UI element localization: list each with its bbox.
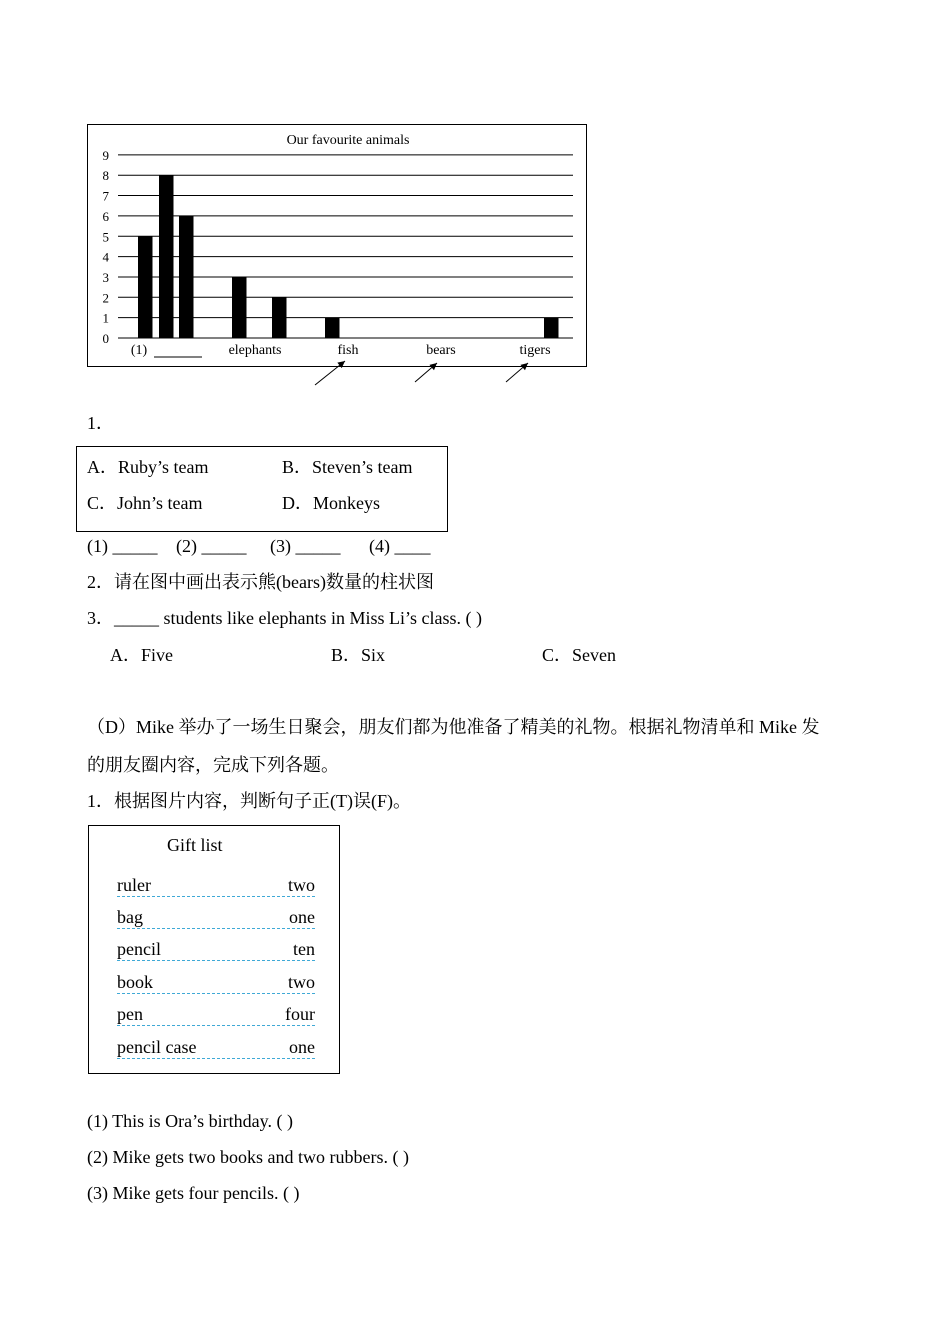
gift-qty: two	[288, 875, 315, 895]
gift-row	[117, 936, 315, 961]
y-tick-label: 8	[102, 168, 109, 184]
gift-row	[117, 1001, 315, 1026]
bar-chart	[87, 124, 587, 394]
bar	[232, 277, 247, 338]
y-tick-label: 4	[102, 249, 109, 265]
gift-qty: one	[289, 1037, 315, 1057]
y-tick-label: 5	[102, 229, 109, 245]
q2-text: 2．请在图中画出表示熊(bears)数量的柱状图	[87, 572, 434, 592]
statement-3: (3) Mike gets four pencils. ( )	[87, 1183, 300, 1203]
y-tick-label: 3	[102, 269, 109, 285]
section-d-q1: 1．根据图片内容，判断句子正(T)误(F)。	[87, 791, 411, 811]
x-category-label: (1)	[130, 343, 148, 358]
bar	[179, 216, 194, 338]
gift-qty: one	[289, 907, 315, 927]
q3-text: 3．_____ students like elephants in Miss Li’s class. ( )	[87, 608, 482, 628]
y-tick-label: 7	[102, 188, 109, 204]
gift-list-box	[88, 825, 340, 1074]
answer-blank-4[interactable]: (4) ____	[369, 536, 431, 556]
gift-qty: four	[285, 1004, 315, 1024]
gift-name: pen	[117, 1004, 143, 1024]
bar	[138, 236, 153, 338]
bar	[544, 318, 559, 338]
gift-row	[117, 872, 315, 897]
gift-name: bag	[117, 907, 143, 927]
gift-name: pencil	[117, 939, 161, 959]
arrow-head	[337, 361, 345, 368]
gift-name: book	[117, 972, 153, 992]
option-c: C．John’s team	[87, 493, 203, 513]
options-box	[76, 446, 448, 532]
gift-name: pencil case	[117, 1037, 197, 1057]
option-d: D．Monkeys	[282, 493, 380, 513]
statement-1: (1) This is Ora’s birthday. ( )	[87, 1111, 293, 1131]
y-tick-label: 2	[102, 290, 109, 306]
q3-option-b: B．Six	[331, 645, 386, 665]
answer-blank-3[interactable]: (3) _____	[270, 536, 341, 556]
y-tick-label: 6	[102, 208, 109, 224]
x-category-label: fish	[337, 343, 359, 358]
gift-row	[117, 904, 315, 929]
q3-option-c: C．Seven	[542, 645, 616, 665]
q3-option-a: A．Five	[110, 645, 173, 665]
gift-list-title: Gift list	[167, 835, 223, 855]
gift-qty: two	[288, 972, 315, 992]
gift-qty: ten	[293, 939, 315, 959]
chart-title: Our favourite animals	[286, 133, 410, 148]
answer-blank-1[interactable]: (1) _____	[87, 536, 158, 556]
gift-name: ruler	[117, 875, 151, 895]
x-category-label: tigers	[519, 343, 551, 358]
option-a: A．Ruby’s team	[87, 457, 209, 477]
bar	[159, 175, 174, 338]
q1-number: 1．	[87, 413, 114, 433]
gift-row	[117, 1034, 315, 1059]
statement-2: (2) Mike gets two books and two rubbers. ( )	[87, 1147, 409, 1167]
bar	[325, 318, 340, 338]
y-tick-label: 9	[102, 147, 109, 163]
bar	[272, 297, 287, 338]
answer-blank-2[interactable]: (2) _____	[176, 536, 247, 556]
section-d-intro-line2: 的朋友圈内容，完成下列各题。	[87, 755, 339, 775]
gift-row	[117, 969, 315, 994]
option-b: B．Steven’s team	[282, 457, 413, 477]
section-d-intro-line1: （D）Mike 举办了一场生日聚会，朋友们都为他准备了精美的礼物。根据礼物清单和 Mike 发	[87, 717, 820, 737]
x-category-label: elephants	[228, 343, 282, 358]
x-category-label: bears	[426, 343, 456, 358]
y-tick-label: 1	[102, 310, 109, 326]
y-tick-label: 0	[102, 331, 109, 346]
